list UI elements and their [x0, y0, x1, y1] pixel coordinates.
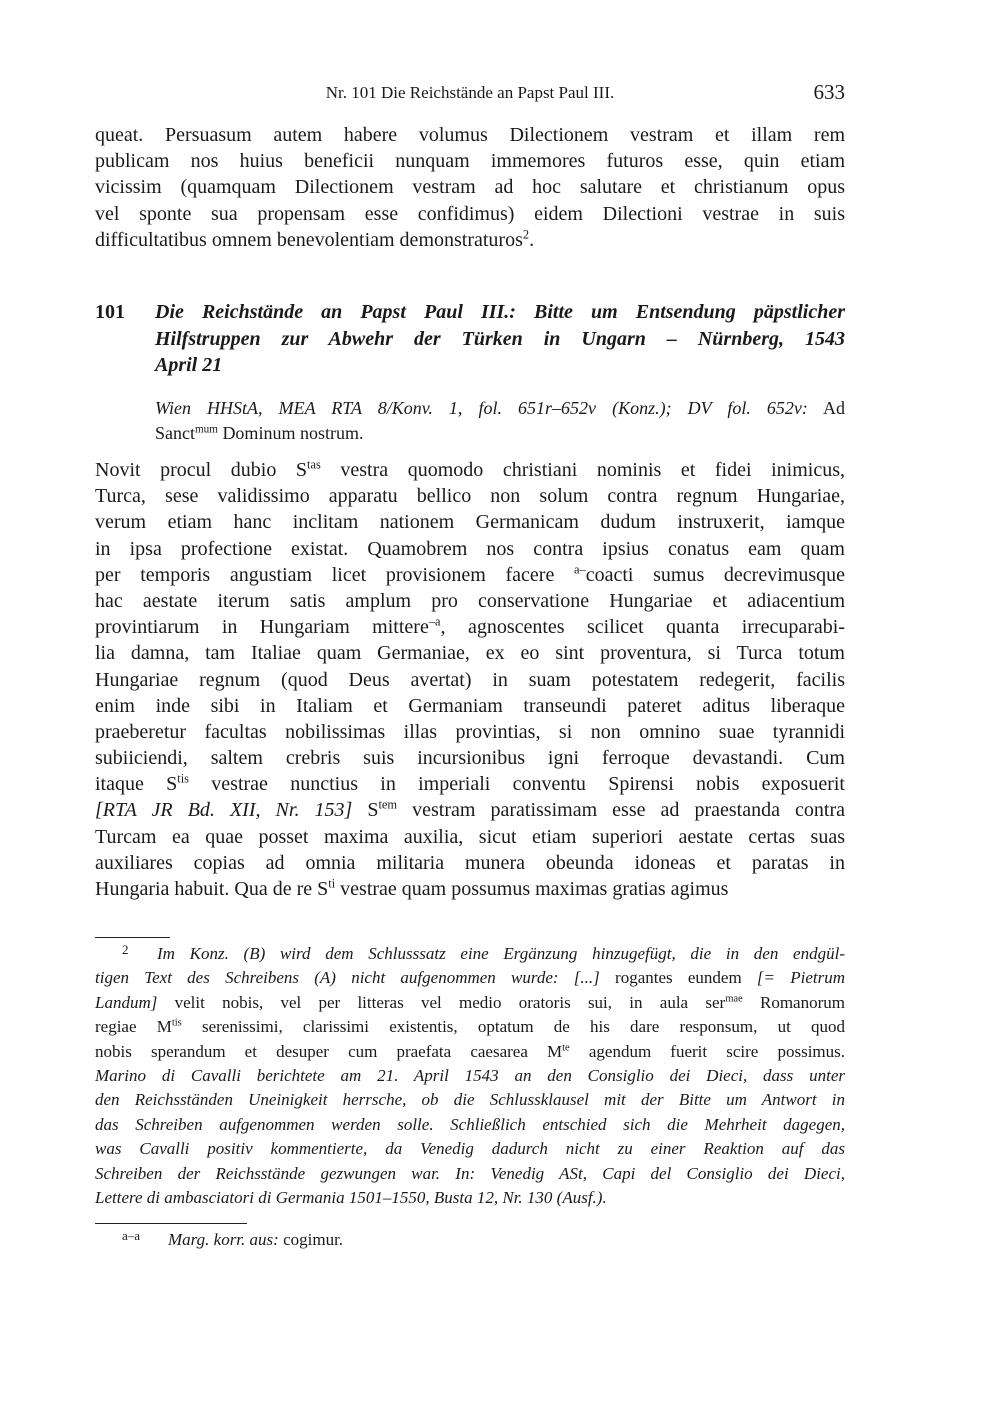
footnote-rule: [95, 937, 170, 938]
superscript: tis: [171, 1017, 182, 1029]
text-line: [95, 201, 845, 227]
text-run: lia damna, tam Italiae quam Germaniae, ex eo sint proventura, si Turca totum: [95, 642, 845, 665]
text-run: S: [352, 799, 379, 822]
text-line: [95, 942, 845, 966]
text-run: , agnoscentes scilicet quanta irrecuparabi-: [440, 616, 846, 639]
text-run: Novit procul dubio S: [95, 459, 308, 481]
text-line: [95, 1113, 845, 1137]
superscript: te: [562, 1042, 570, 1054]
text-run: .: [529, 228, 535, 251]
text-line: [95, 824, 845, 850]
text-run: Dominum nostrum.: [217, 422, 364, 443]
text-line: [155, 396, 845, 421]
text-run: subiiciendi, saltem crebris suis incursionibus igni ferroque devastandi. Cum: [95, 747, 845, 770]
running-head: [95, 80, 845, 106]
italic-text: Schreiben der Reichsstände gezwungen war. In: Venedig ASt, Capi del Consiglio dei Dieci,: [95, 1163, 845, 1183]
text-line: [95, 693, 845, 719]
text-run: rogantes eundem: [599, 968, 757, 988]
italic-text: tigen Text des Schreibens (A) nicht aufgenommen wurde: [...]: [95, 968, 600, 988]
text-run: auxiliares copias ad omnia militaria munera obeunda idoneas et paratas in: [95, 851, 845, 874]
superscript: tis: [177, 771, 189, 786]
text-line: [95, 1015, 845, 1039]
text-run: April 21: [155, 354, 223, 376]
text-run: regiae M: [95, 1017, 172, 1037]
text-line: [95, 1137, 845, 1161]
text-line: [155, 299, 845, 326]
text-line: [155, 326, 845, 353]
document-text: [95, 457, 845, 902]
text-run: vestrae quam possumus maximas gratias agimus: [335, 878, 729, 900]
text-run: agendum fuerit scire possimus.: [569, 1041, 846, 1061]
text-line: [95, 797, 845, 823]
text-line: [95, 1186, 845, 1210]
text-line: [95, 536, 845, 562]
superscript: 2: [522, 227, 530, 242]
preceding-text: [95, 122, 845, 253]
text-run: Die Reichstände an Papst Paul III.: Bitte um Entsendung päpstlicher: [155, 301, 845, 323]
text-line: [95, 562, 845, 588]
text-run: Romanorum: [742, 992, 845, 1012]
text-run: vestram paratissimam esse ad praestanda contra: [397, 799, 846, 822]
italic-text: Im Konz. (B) wird dem Schlusssatz eine Ergänzung hinzugefügt, die in den endgül-: [157, 944, 845, 963]
text-line: [95, 148, 845, 174]
text-line: [95, 991, 845, 1015]
superscript: mae: [725, 993, 743, 1005]
superscript: tem: [378, 798, 398, 812]
footnote-marker: a–a: [122, 1228, 141, 1243]
text-run: velit nobis, vel per litteras vel medio oratoris sui, in aula ser: [157, 992, 726, 1012]
text-run: provintiarum in Hungariam mittere: [95, 616, 429, 639]
text-line: [95, 771, 845, 797]
text-run: cogimur.: [278, 1230, 344, 1249]
text-run: Hungaria habuit. Qua de re S: [95, 878, 329, 900]
text-line: [95, 1040, 845, 1064]
text-line: [95, 588, 845, 614]
document-title: [155, 299, 845, 379]
text-line: [155, 421, 845, 446]
text-run: vicissim (quamquam Dilectionem vestram ad hoc salutare et christianum opus: [95, 176, 845, 199]
running-title: Nr. 101 Die Reichstände an Papst Paul III.: [325, 83, 615, 102]
italic-text: den Reichsständen Uneinigkeit herrsche, ob die Schlussklausel mit der Bitte um Antwort in: [95, 1090, 845, 1110]
superscript: mum: [195, 422, 218, 435]
text-run: itaque S: [95, 773, 178, 796]
text-line: [95, 509, 845, 535]
text-line: [95, 483, 845, 509]
text-run: Turca, sese validissimo apparatu bellico non solum contra regnum Hungariae,: [95, 485, 845, 508]
footnote-text: [95, 942, 845, 1210]
document-heading: [95, 299, 845, 379]
text-run: coacti sumus decrevimusque: [585, 563, 845, 586]
text-run: praeberetur facultas nobilissimas illas provintias, si non omnino suae tyrannidi: [95, 720, 845, 743]
superscript: tas: [307, 457, 321, 472]
superscript: –a: [428, 614, 441, 629]
text-run: difficultatibus omnem benevolentiam demonstraturos: [95, 228, 523, 251]
italic-text: Marg. korr. aus:: [168, 1230, 279, 1249]
footnote-marker: 2: [122, 942, 129, 957]
footnote-a-a: [95, 1228, 845, 1252]
superscript: ti: [328, 876, 336, 891]
text-line: [95, 614, 845, 640]
text-run: Sanct: [155, 422, 195, 443]
text-line: [95, 457, 845, 483]
source-note: [155, 396, 845, 445]
text-run: Hungariae regnum (quod Deus avertat) in suam potestatem redegerit, facilis: [95, 668, 845, 691]
text-run: vel sponte sua propensam esse confidimus) eidem Dilectioni vestrae in suis: [95, 202, 845, 225]
footnote-text: [95, 1228, 845, 1252]
italic-text: Wien HHStA, MEA RTA 8/Konv. 1, fol. 651r–652v (Konz.); DV fol. 652v:: [155, 398, 808, 418]
italic-text: [RTA JR Bd. XII, Nr. 153]: [95, 799, 353, 822]
page-number: 633: [813, 80, 845, 104]
text-run: in ipsa profectione existat. Quamobrem nos contra ipsius conatus eam quam: [95, 537, 845, 560]
document-number: 101: [95, 301, 125, 323]
italic-text: was Cavalli positiv kommentierte, da Venedig dadurch nicht zu einer Reaktion auf das: [95, 1139, 845, 1159]
text-run: serenissimi, clarissimi existentis, optatum de his dare responsum, ut quod: [181, 1017, 845, 1037]
text-line: [95, 1228, 845, 1252]
text-line: [95, 745, 845, 771]
text-line: [95, 850, 845, 876]
text-run: nobis sperandum et desuper cum praefata caesarea M: [95, 1041, 563, 1061]
italic-text: Marino di Cavalli berichtete am 21. April 1543 an den Consiglio dei Dieci, dass unter: [95, 1065, 845, 1085]
text-line: [155, 352, 845, 379]
text-line: [95, 1088, 845, 1112]
text-run: vestra quomodo christiani nominis et fidei inimicus,: [320, 459, 845, 481]
superscript: a–: [574, 562, 586, 577]
text-line: [95, 1162, 845, 1186]
italic-text: Landum]: [95, 992, 158, 1012]
text-run: enim inde sibi in Italiam et Germaniam transeundi pateret aditus liberaque: [95, 694, 845, 717]
text-run: Ad: [807, 398, 845, 418]
text-run: Hilfstruppen zur Abwehr der Türken in Ungarn – Nürnberg, 1543: [155, 327, 845, 350]
italic-text: das Schreiben aufgenommen werden solle. Schließlich entschied sich die Mehrheit dagegen,: [95, 1114, 845, 1134]
text-line: [95, 174, 845, 200]
text-run: publicam nos huius beneficii nunquam immemores futuros esse, quin etiam: [95, 150, 845, 173]
text-line: [95, 1064, 845, 1088]
footnote-2: [95, 942, 845, 1210]
text-line: [95, 667, 845, 693]
text-run: per temporis angustiam licet provisionem facere: [95, 563, 575, 586]
text-run: queat. Persuasum autem habere volumus Dilectionem vestram et illam rem: [95, 124, 845, 146]
text-line: [95, 876, 845, 902]
text-run: Turcam ea quae posset maxima auxilia, sicut etiam superiori aestate certas suas: [95, 825, 845, 848]
italic-text: [= Pietrum: [756, 968, 846, 988]
text-line: [95, 227, 845, 253]
text-line: [95, 966, 845, 990]
text-run: hac aestate iterum satis amplum pro conservatione Hungariae et adiacentium: [95, 589, 845, 612]
text-line: [95, 640, 845, 666]
text-line: [95, 122, 845, 148]
apparatus-rule: [95, 1223, 247, 1224]
text-line: [95, 719, 845, 745]
text-run: verum etiam hanc inclitam nationem Germanicam dudum instruxerit, iamque: [95, 511, 845, 534]
text-run: vestrae nunctius in imperiali conventu Spirensi nobis exposuerit: [189, 773, 845, 796]
italic-text: Lettere di ambasciatori di Germania 1501–1550, Busta 12, Nr. 130 (Ausf.).: [95, 1187, 607, 1207]
